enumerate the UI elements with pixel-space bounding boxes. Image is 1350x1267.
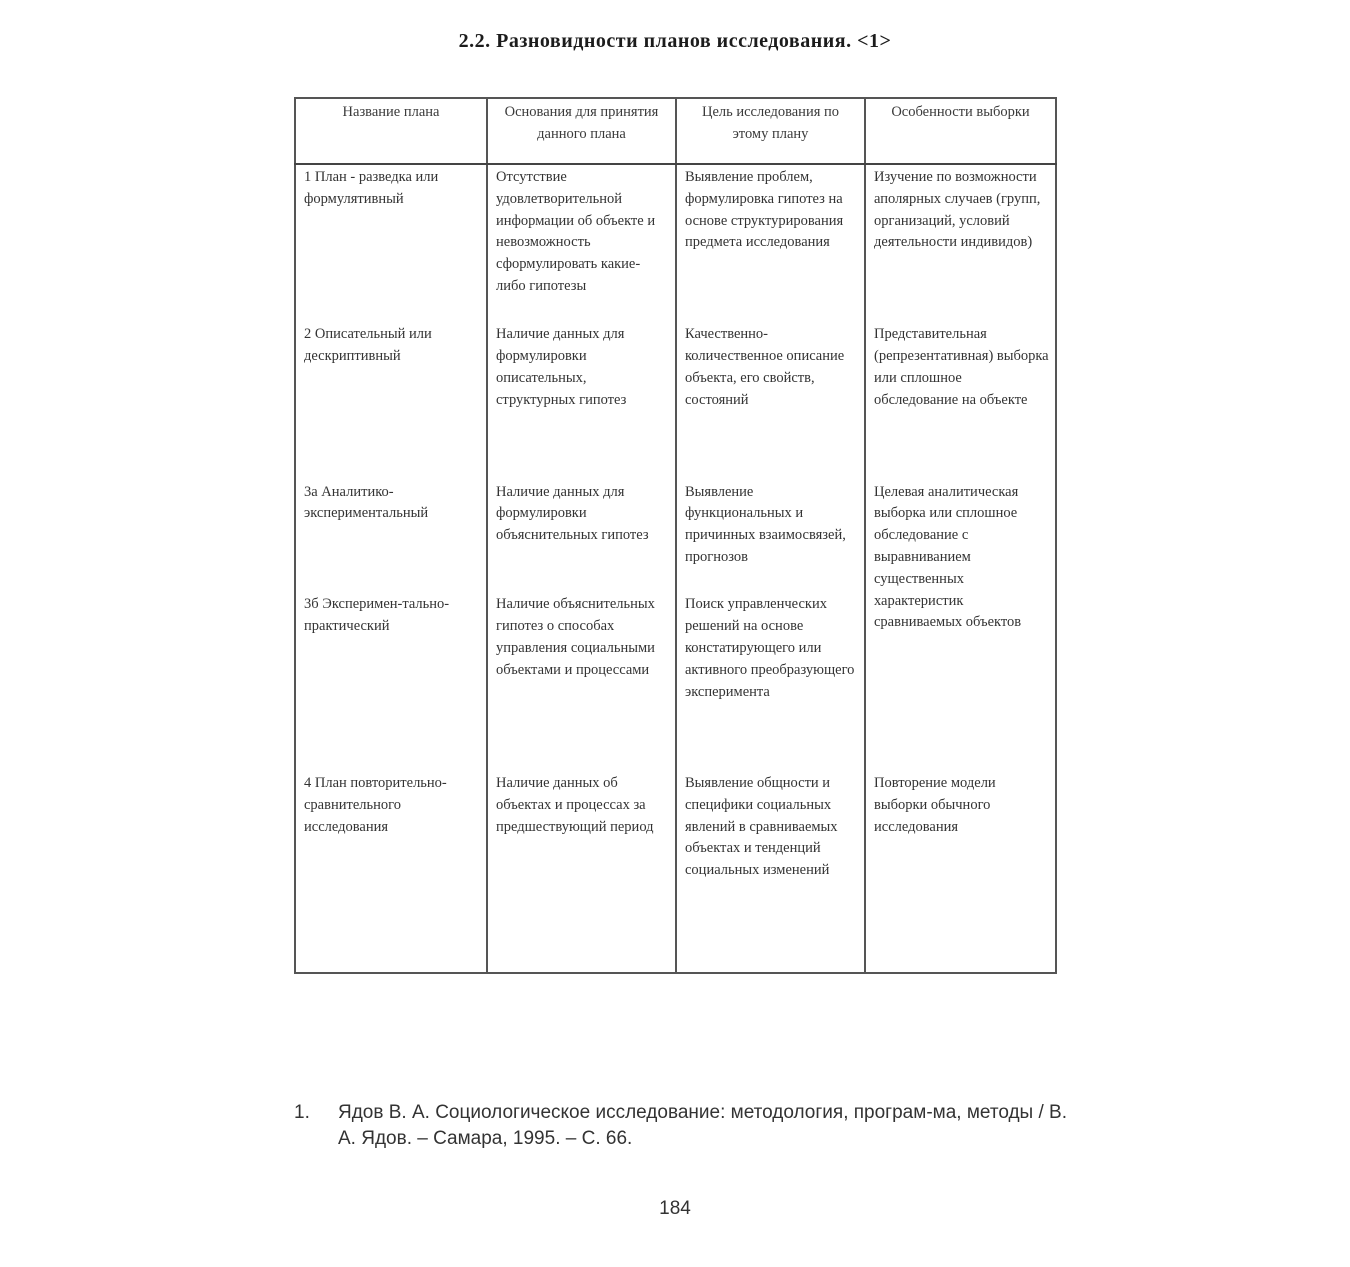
table-cell-research-goal: Качественно-количественное описание объекта, его свойств, состояний <box>676 322 865 479</box>
table-cell-sample-features: Повторение модели выборки обычного исследования <box>865 771 1056 973</box>
table-cell-plan-name: 2 Описательный или дескриптивный <box>295 322 487 479</box>
table-cell-sample-features: Изучение по возможности аполярных случаев (групп, организаций, условий деятельности индивидов) <box>865 164 1056 322</box>
page-number: 184 <box>659 1198 691 1219</box>
table-cell-plan-name: 4 План повторительно-сравнительного исследования <box>295 771 487 973</box>
research-plans-table <box>294 97 1057 974</box>
research-plans-table-wrapper <box>294 97 1055 974</box>
table-cell-grounds: Отсутствие удовлетворительной информации об объекте и невозможность сформулировать какие-либо гипотезы <box>487 164 676 322</box>
table-cell-research-goal: Выявление функциональных и причинных взаимосвязей, прогнозов <box>676 480 865 593</box>
footnote <box>294 1100 1074 1152</box>
column-header-research-goal: Цель исследования по этому плану <box>676 98 865 164</box>
table-cell-grounds: Наличие объяснительных гипотез о способах управления социальными объектами и процессами <box>487 592 676 771</box>
column-header-grounds: Основания для принятия данного плана <box>487 98 676 164</box>
table-cell-plan-name: 1 План - разведка или формулятивный <box>295 164 487 322</box>
table-cell-sample-features: Представительная (репрезентативная) выборка или сплошное обследование на объекте <box>865 322 1056 479</box>
table-cell-grounds: Наличие данных об объектах и процессах за предшествующий период <box>487 771 676 973</box>
table-row <box>295 480 1056 593</box>
table-cell-research-goal: Поиск управленческих решений на основе констатирующего или активного преобразующего эксперимента <box>676 592 865 771</box>
table-cell-grounds: Наличие данных для формулировки объяснительных гипотез <box>487 480 676 593</box>
footnote-number: 1. <box>294 1102 310 1123</box>
footnote-text: Ядов В. А. Социологическое исследование: методология, програм-ма, методы / В. А. Ядов. – Самара, 1995. – С. 66. <box>338 1102 1067 1149</box>
column-header-sample-features: Особенности выборки <box>865 98 1056 164</box>
column-header-plan-name: Название плана <box>295 98 487 164</box>
table-row <box>295 771 1056 973</box>
page-heading: 2.2. Разновидности планов исследования. <1> <box>458 30 892 52</box>
table-cell-research-goal: Выявление проблем, формулировка гипотез на основе структурирования предмета исследования <box>676 164 865 322</box>
table-cell-plan-name: 3а Аналитико-экспериментальный <box>295 480 487 593</box>
table-header-row <box>295 98 1056 164</box>
table-row <box>295 164 1056 322</box>
table-cell-sample-features: Целевая аналитическая выборка или сплошное обследование с выравниванием существенных характеристик сравниваемых объектов <box>865 480 1056 771</box>
table-cell-plan-name: 3б Эксперимен-тально-практический <box>295 592 487 771</box>
table-row <box>295 322 1056 479</box>
table-cell-grounds: Наличие данных для формулировки описательных, структурных гипотез <box>487 322 676 479</box>
table-cell-research-goal: Выявление общности и специфики социальных явлений в сравниваемых объектах и тенденций социальных изменений <box>676 771 865 973</box>
